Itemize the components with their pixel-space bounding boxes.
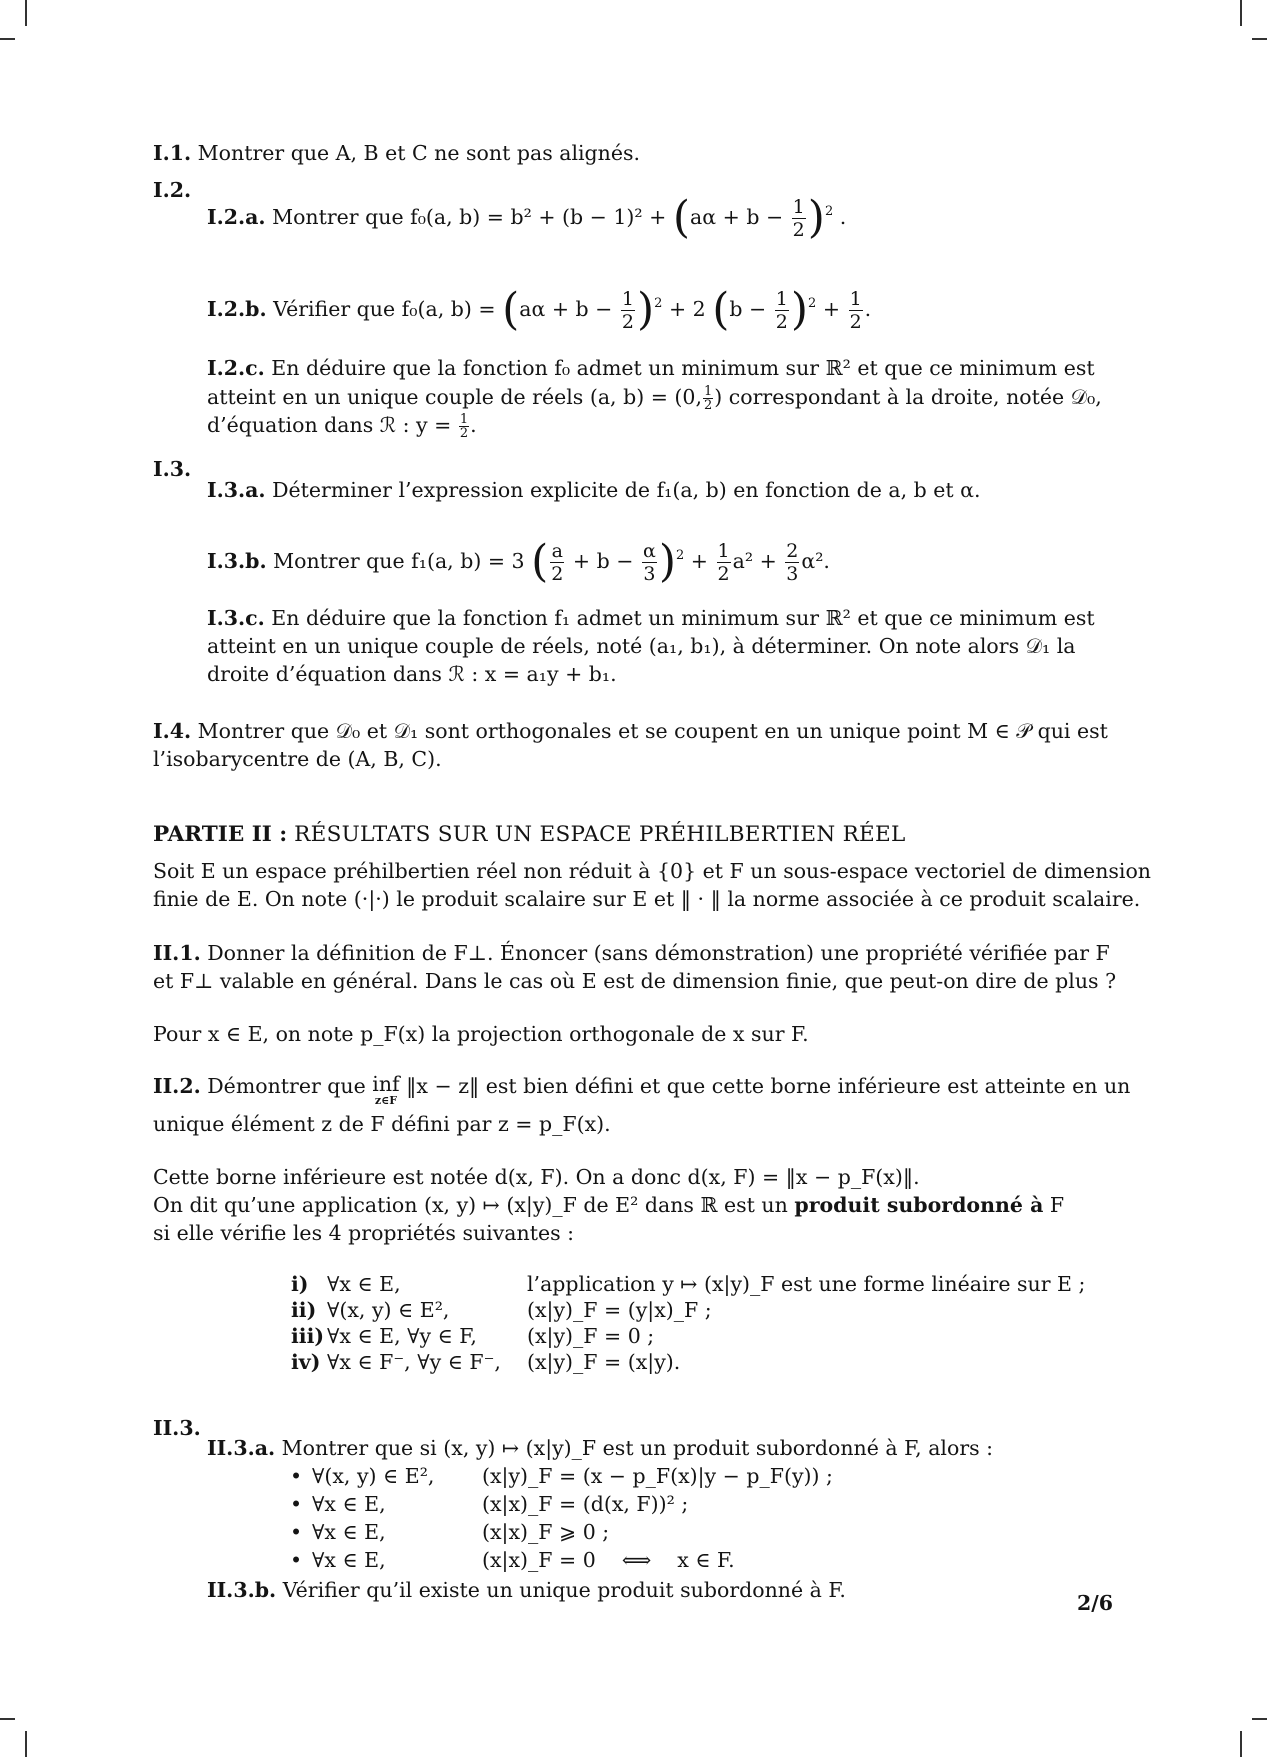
crop-mark bbox=[0, 1718, 15, 1720]
application-line2: si elle vérifie les 4 propriétés suivantes : bbox=[153, 1221, 575, 1245]
bullet-statement: (x|x)_F = 0 ⟺ x ∈ F. bbox=[482, 1548, 735, 1572]
bullet-item bbox=[290, 1519, 609, 1545]
question-label: I.2.c. bbox=[207, 356, 265, 380]
question-i1 bbox=[153, 140, 640, 166]
crop-mark bbox=[1240, 0, 1242, 26]
question-i2a: I.2.a. Montrer que f₀(a, b) = b² + (b − 1)² + (aα + b − $\frac{1}{2}$ )$^2$ . bbox=[207, 192, 847, 243]
property-statement: (x|y)_F = (x|y). bbox=[527, 1350, 681, 1374]
question-ii1-line1: II.1. Donner la définition de F⊥. Énoncer (sans démonstration) une propriété vérifiée par F bbox=[153, 941, 1110, 965]
section-heading: PARTIE II : RÉSULTATS SUR UN ESPACE PRÉHILBERTIEN RÉEL bbox=[153, 822, 906, 847]
question-ii2-line2: unique élément z de F défini par z = p_F(x). bbox=[153, 1112, 611, 1136]
question-i2c-line1: I.2.c. En déduire que la fonction f₀ admet un minimum sur ℝ² et que ce minimum est bbox=[207, 356, 1095, 380]
bullet-item bbox=[290, 1491, 688, 1517]
intro-line1: Soit E un espace préhilbertien réel non réduit à {0} et F un sous-espace vectoriel de dimension bbox=[153, 859, 1152, 883]
crop-mark bbox=[0, 38, 15, 40]
question-i3-label: I.3. bbox=[153, 457, 192, 481]
question-i4-line1: I.4. Montrer que 𝒟₀ et 𝒟₁ sont orthogonales et se coupent en un unique point M ∈ 𝒫 qui est bbox=[153, 719, 1108, 743]
bullet-item bbox=[290, 1547, 735, 1573]
property-statement: (x|y)_F = (y|x)_F ; bbox=[527, 1298, 712, 1322]
property-statement: (x|y)_F = 0 ; bbox=[527, 1324, 655, 1348]
question-label: I.2.a. bbox=[207, 205, 266, 229]
question-label: II.1. bbox=[153, 941, 201, 965]
question-ii3a: II.3.a. Montrer que si (x, y) ↦ (x|y)_F est un produit subordonné à F, alors : bbox=[207, 1436, 994, 1460]
question-label: I.3.a. bbox=[207, 478, 266, 502]
bullet-statement: (x|x)_F ⩾ 0 ; bbox=[482, 1520, 610, 1544]
question-i3c-line1: I.3.c. En déduire que la fonction f₁ admet un minimum sur ℝ² et que ce minimum est bbox=[207, 606, 1095, 630]
question-i2c-line3: d’équation dans ℛ : y = $\frac{1}{2}$ . bbox=[207, 412, 477, 441]
page-number: 2/6 bbox=[1077, 1591, 1114, 1615]
question-label: I.3.c. bbox=[207, 606, 265, 630]
question-lead: Vérifier que bbox=[273, 297, 396, 321]
formula-paren: aα + b − bbox=[690, 205, 784, 229]
projection-definition: Pour x ∈ E, on note p_F(x) la projection orthogonale de x sur F. bbox=[153, 1022, 809, 1046]
fraction-one-half: $\frac{1}{2}$ bbox=[849, 288, 862, 333]
fraction-one-half: $\frac{1}{2}$ bbox=[792, 196, 805, 241]
question-text: Montrer que A, B et C ne sont pas alignés. bbox=[197, 141, 641, 165]
question-ii3-label: II.3. bbox=[153, 1416, 201, 1440]
property-statement: l’application y ↦ (x|y)_F est une forme linéaire sur E ; bbox=[527, 1272, 1086, 1296]
bullet-condition: ∀x ∈ E, bbox=[312, 1520, 386, 1544]
property-number: iv) bbox=[291, 1350, 321, 1374]
property-condition: ∀(x, y) ∈ E², bbox=[327, 1298, 450, 1322]
question-label: II.2. bbox=[153, 1074, 201, 1098]
property-condition: ∀x ∈ F⁻, ∀y ∈ F⁻, bbox=[327, 1350, 501, 1374]
formula: f₀(a, b) = b² + (b − 1)² + bbox=[410, 205, 667, 229]
question-i3b: I.3.b. Montrer que f₁(a, b) = 3 ( $\frac{a}{2}$ + b − $\frac{\alpha}{3}$ )$^2$ + $\frac{1}{2}$ a² + $\frac{2}{3}$ α². bbox=[207, 536, 830, 587]
question-lead: Montrer que bbox=[272, 205, 404, 229]
bullet-icon: • bbox=[290, 1492, 303, 1516]
question-lead: Montrer que bbox=[273, 549, 405, 573]
bullet-icon: • bbox=[290, 1548, 303, 1572]
property-item bbox=[291, 1297, 712, 1323]
property-condition: ∀x ∈ E, ∀y ∈ F, bbox=[327, 1324, 477, 1348]
bullet-icon: • bbox=[290, 1464, 303, 1488]
property-item bbox=[291, 1323, 654, 1349]
application-line1: On dit qu’une application (x, y) ↦ (x|y)_F de E² dans ℝ est un produit subordonné à F bbox=[153, 1193, 1065, 1217]
bullet-condition: ∀x ∈ E, bbox=[312, 1492, 386, 1516]
crop-mark bbox=[25, 1731, 27, 1757]
bullet-item bbox=[290, 1463, 833, 1489]
question-label: II.3.a. bbox=[207, 1436, 276, 1460]
question-label: I.3.b. bbox=[207, 549, 267, 573]
question-label: I.2.b. bbox=[207, 297, 267, 321]
question-ii3b: II.3.b. Vérifier qu’il existe un unique produit subordonné à F. bbox=[207, 1578, 846, 1602]
question-label: I.1. bbox=[153, 141, 192, 165]
question-label: I.4. bbox=[153, 719, 192, 743]
property-number: ii) bbox=[291, 1298, 317, 1322]
fraction-one-half: $\frac{1}{2}$ bbox=[621, 288, 634, 333]
property-number: iii) bbox=[291, 1324, 325, 1348]
bullet-statement: (x|y)_F = (x − p_F(x)|y − p_F(y)) ; bbox=[482, 1464, 833, 1488]
fraction-one-half: $\frac{1}{2}$ bbox=[775, 288, 788, 333]
borne-definition: Cette borne inférieure est notée d(x, F). On a donc d(x, F) = ‖x − p_F(x)‖. bbox=[153, 1165, 920, 1189]
bullet-icon: • bbox=[290, 1520, 303, 1544]
question-ii1-line2: et F⊥ valable en général. Dans le cas où E est de dimension finie, que peut-on dire de plus ? bbox=[153, 969, 1117, 993]
question-i2b: I.2.b. Vérifier que f₀(a, b) = (aα + b − $\frac{1}{2}$ )$^2$ + 2 (b − $\frac{1}{2}$ )$^2$ + $\frac{1}{2}$ . bbox=[207, 284, 872, 335]
bullet-statement: (x|x)_F = (d(x, F))² ; bbox=[482, 1492, 689, 1516]
crop-mark bbox=[1240, 1731, 1242, 1757]
question-label: II.3.b. bbox=[207, 1578, 277, 1602]
crop-mark bbox=[1252, 38, 1267, 40]
property-condition: ∀x ∈ E, bbox=[327, 1272, 401, 1296]
question-i2c-line2: atteint en un unique couple de réels (a, b) = (0, $\frac{1}{2}$ ) correspondant à la droite, notée 𝒟₀, bbox=[207, 384, 1102, 413]
crop-mark bbox=[25, 0, 27, 26]
question-i2-label: I.2. bbox=[153, 178, 192, 202]
question-i3a: I.3.a. Déterminer l’expression explicite de f₁(a, b) en fonction de a, b et α. bbox=[207, 478, 981, 502]
bullet-condition: ∀x ∈ E, bbox=[312, 1548, 386, 1572]
property-item bbox=[291, 1271, 1085, 1297]
bullet-condition: ∀(x, y) ∈ E², bbox=[312, 1464, 435, 1488]
question-i3c-line2: atteint en un unique couple de réels, noté (a₁, b₁), à déterminer. On note alors 𝒟₁ la bbox=[207, 634, 1076, 658]
property-number: i) bbox=[291, 1272, 309, 1296]
formula: f₀(a, b) = bbox=[401, 297, 496, 321]
intro-line2: finie de E. On note (·|·) le produit scalaire sur E et ‖ · ‖ la norme associée à ce produit scalaire. bbox=[153, 887, 1141, 911]
question-ii2-line1: II.2. Démontrer que inf z∈F ‖x − z‖ est bien défini et que cette borne inférieure est atteinte en un bbox=[153, 1072, 1131, 1107]
property-item bbox=[291, 1349, 680, 1375]
question-i4-line2: l’isobarycentre de (A, B, C). bbox=[153, 747, 442, 771]
question-i3c-line3: droite d’équation dans ℛ : x = a₁y + b₁. bbox=[207, 662, 617, 686]
crop-mark bbox=[1252, 1718, 1267, 1720]
